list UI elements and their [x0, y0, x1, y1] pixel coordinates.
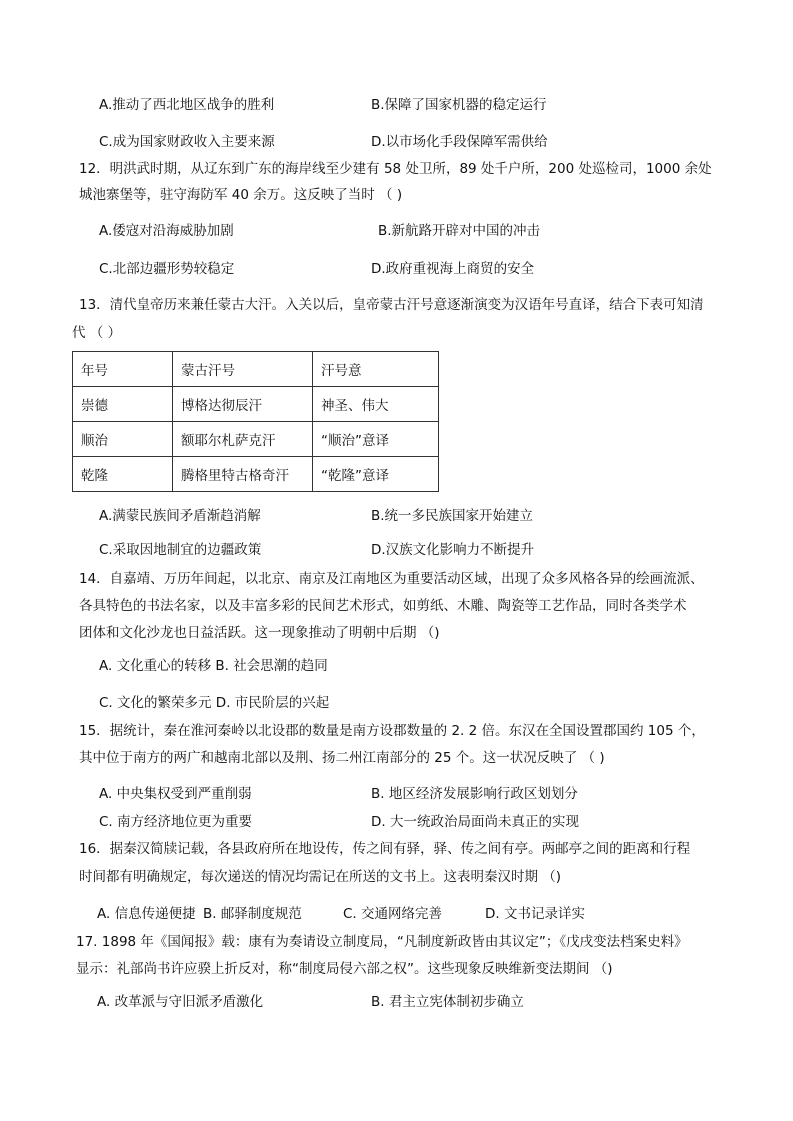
- table-cell: 神圣、伟大: [313, 387, 439, 422]
- q13-table: [72, 351, 439, 492]
- table-row: [73, 387, 439, 422]
- q13-option-c: C.采取因地制宜的边疆政策: [99, 542, 262, 558]
- q15-option-a: A. 中央集权受到严重削弱: [99, 786, 252, 802]
- q16-option-b: B. 邮驿制度规范: [203, 906, 302, 922]
- q16-option-d: D. 文书记录详实: [485, 906, 585, 922]
- q16-stem-line1: 16．据秦汉简牍记载，各县政府所在地设传，传之间有驿，驿、传之间有亭。两邮亭之间的距离和行程: [79, 841, 691, 857]
- q13-option-a: A.满蒙民族间矛盾渐趋消解: [99, 508, 261, 524]
- q11-option-d: D.以市场化手段保障军需供给: [371, 134, 548, 150]
- q15-option-d: D. 大一统政治局面尚未真正的实现: [371, 814, 579, 830]
- q12-stem-line1: 12．明洪武时期，从辽东到广东的海岸线至少建有 58 处卫所，89 处千户所，200 处巡检司，1000 余处: [79, 161, 712, 177]
- table-row: [73, 422, 439, 457]
- table-cell: “顺治”意译: [313, 422, 439, 457]
- q12-option-a: A.倭寇对沿海威胁加剧: [99, 223, 234, 239]
- q11-option-b: B.保障了国家机器的稳定运行: [371, 97, 547, 113]
- q13-stem-line1: 13．清代皇帝历来兼任蒙古大汗。入关以后，皇帝蒙古汗号意逐渐演变为汉语年号直译，结合下表可知清: [79, 297, 704, 313]
- table-cell: 乾隆: [73, 457, 173, 492]
- q15-option-b: B. 地区经济发展影响行政区划划分: [371, 786, 578, 802]
- table-header-row: [73, 352, 439, 387]
- q11-option-a: A.推动了西北地区战争的胜利: [99, 97, 275, 113]
- table-header-cell: 汗号意: [313, 352, 439, 387]
- q15-stem-line2: 其中位于南方的两广和越南北部以及荆、扬二州江南部分的 25 个。这一状况反映了 （ ): [79, 750, 605, 766]
- q17-option-b: B. 君主立宪体制初步确立: [371, 994, 524, 1010]
- table-header-cell: 蒙古汗号: [173, 352, 313, 387]
- q12-option-c: C.北部边疆形势较稳定: [99, 261, 235, 277]
- table-cell: 腾格里特古格奇汗: [173, 457, 313, 492]
- q14-options-cd: C. 文化的繁荣多元 D. 市民阶层的兴起: [99, 695, 330, 711]
- table-header-cell: 年号: [73, 352, 173, 387]
- q15-option-c: C. 南方经济地位更为重要: [99, 814, 253, 830]
- table-row: [73, 457, 439, 492]
- table-cell: 崇德: [73, 387, 173, 422]
- q12-option-d: D.政府重视海上商贸的安全: [371, 261, 535, 277]
- table-cell: 额耶尔札萨克汗: [173, 422, 313, 457]
- q15-stem-line1: 15．据统计，秦在淮河秦岭以北设郡的数量是南方设郡数量的 2. 2 倍。东汉在全国设置郡国约 105 个，: [79, 723, 705, 739]
- q17-stem-line2: 显示：礼部尚书许应骙上折反对，称“制度局侵六部之权”。这些现象反映维新变法期间 （): [76, 961, 613, 977]
- q14-options-ab: A. 文化重心的转移 B. 社会思潮的趋同: [99, 658, 328, 674]
- q14-stem-line3: 团体和文化沙龙也日益活跃。这一现象推动了明朝中后期 （): [79, 625, 440, 641]
- q13-stem-line2: 代 （ ）: [72, 325, 122, 341]
- q13-option-d: D.汉族文化影响力不断提升: [371, 542, 535, 558]
- q16-option-c: C. 交通网络完善: [343, 906, 443, 922]
- q11-option-c: C.成为国家财政收入主要来源: [99, 134, 275, 150]
- table-cell: 顺治: [73, 422, 173, 457]
- q16-stem-line2: 时间都有明确规定，每次递送的情况均需记在所送的文书上。这表明秦汉时期 （): [79, 869, 562, 885]
- q14-stem-line1: 14．自嘉靖、万历年间起，以北京、南京及江南地区为重要活动区域，出现了众多风格各异的绘画流派、: [79, 571, 704, 587]
- table-cell: “乾隆”意译: [313, 457, 439, 492]
- table-cell: 博格达彻辰汗: [173, 387, 313, 422]
- q13-option-b: B.统一多民族国家开始建立: [371, 508, 534, 524]
- q12-option-b: B.新航路开辟对中国的冲击: [378, 223, 541, 239]
- q16-option-a: A. 信息传递便捷: [97, 906, 196, 922]
- q12-stem-line2: 城池寨堡等，驻守海防军 40 余万。这反映了当时 （ ): [79, 187, 403, 203]
- q17-option-a: A. 改革派与守旧派矛盾激化: [97, 994, 264, 1010]
- q14-stem-line2: 各具特色的书法名家，以及丰富多彩的民间艺术形式，如剪纸、木雕、陶瓷等工艺作品，同时各类学术: [79, 598, 687, 614]
- q17-stem-line1: 17. 1898 年《国闻报》载：康有为奏请设立制度局，“凡制度新政皆由其议定”；《戊戌变法档案史料》: [76, 934, 688, 950]
